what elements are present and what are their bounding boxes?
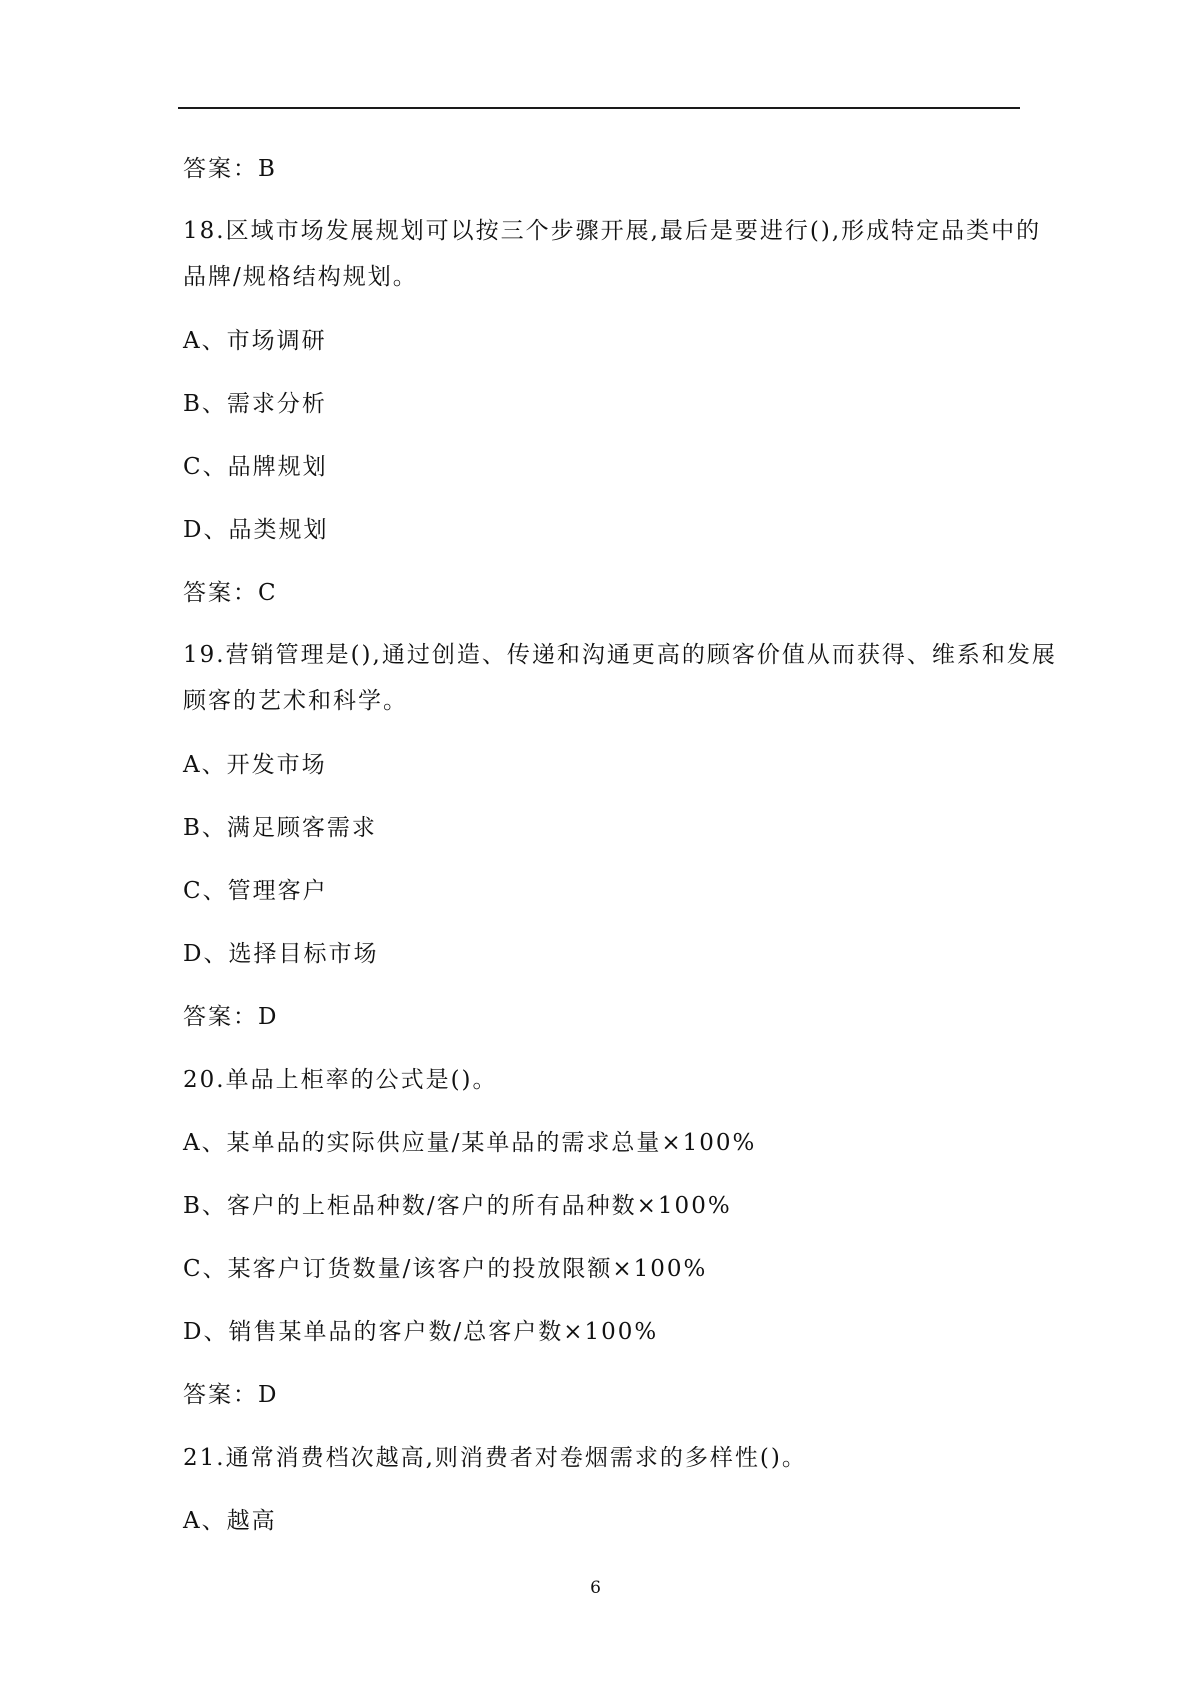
question-19-answer: 答案：D bbox=[183, 1004, 279, 1030]
answer-line: 答案：B bbox=[183, 156, 277, 182]
question-18-stem: 18.区域市场发展规划可以按三个步骤开展,最后是要进行(),形成特定品类中的 bbox=[183, 218, 1042, 244]
question-21-stem: 21.通常消费档次越高,则消费者对卷烟需求的多样性()。 bbox=[183, 1445, 807, 1471]
question-18-option-d: D、品类规划 bbox=[183, 517, 329, 543]
question-20-option-b: B、客户的上柜品种数/客户的所有品种数×100% bbox=[183, 1193, 732, 1219]
question-20-answer: 答案：D bbox=[183, 1382, 279, 1408]
question-19-stem: 19.营销管理是(),通过创造、传递和沟通更高的顾客价值从而获得、维系和发展 bbox=[183, 642, 1057, 668]
question-20-option-c: C、某客户订货数量/该客户的投放限额×100% bbox=[183, 1256, 708, 1282]
header-rule bbox=[178, 107, 1020, 109]
question-19-option-c: C、管理客户 bbox=[183, 878, 328, 904]
question-19-stem-continued: 顾客的艺术和科学。 bbox=[183, 688, 408, 714]
question-19-option-b: B、满足顾客需求 bbox=[183, 815, 377, 841]
question-21-option-a: A、越高 bbox=[183, 1508, 277, 1534]
question-18-option-b: B、需求分析 bbox=[183, 391, 327, 417]
question-18-option-c: C、品牌规划 bbox=[183, 454, 328, 480]
question-20-option-d: D、销售某单品的客户数/总客户数×100% bbox=[183, 1319, 659, 1345]
question-20-stem: 20.单品上柜率的公式是()。 bbox=[183, 1067, 498, 1093]
question-19-option-a: A、开发市场 bbox=[183, 752, 327, 778]
question-18-answer: 答案：C bbox=[183, 580, 278, 606]
question-18-stem-continued: 品牌/规格结构规划。 bbox=[183, 264, 418, 290]
page-number: 6 bbox=[590, 1578, 601, 1598]
question-18-option-a: A、市场调研 bbox=[183, 328, 327, 354]
question-19-option-d: D、选择目标市场 bbox=[183, 941, 379, 967]
question-20-option-a: A、某单品的实际供应量/某单品的需求总量×100% bbox=[183, 1130, 757, 1156]
